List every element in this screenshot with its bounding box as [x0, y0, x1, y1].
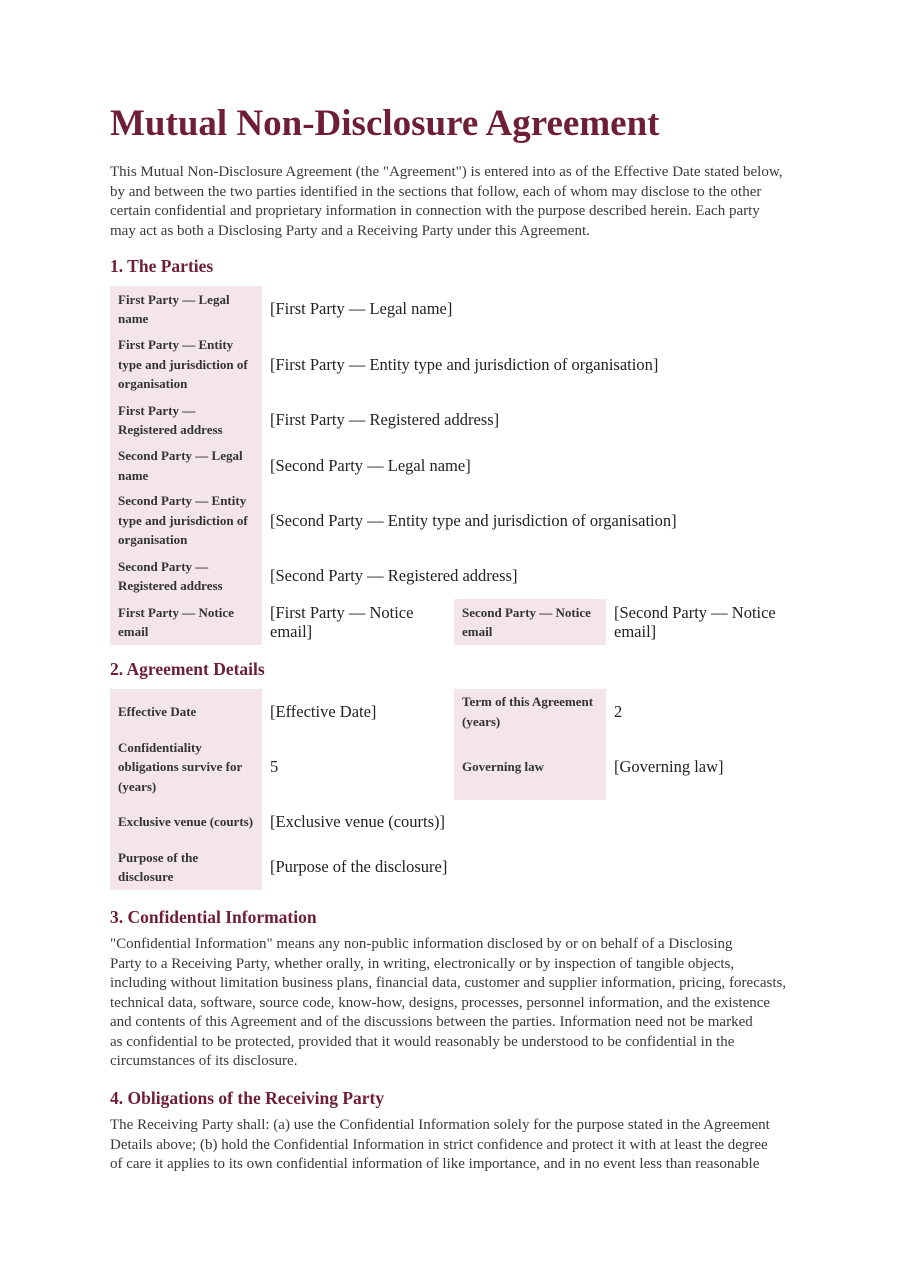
table-row: [110, 443, 802, 488]
first-party-address-field[interactable]: [First Party — Registered address]: [270, 410, 500, 430]
field-label: Second Party — Registered address: [110, 553, 262, 599]
field-label: Confidentiality obligations survive for (years): [110, 734, 262, 800]
obligations-paragraph: [110, 1116, 802, 1175]
field-label: First Party — Legal name: [110, 286, 262, 332]
governing-law-field[interactable]: [Governing law]: [614, 757, 724, 777]
table-row: [110, 397, 802, 443]
second-party-address-field[interactable]: [Second Party — Registered address]: [270, 566, 518, 586]
intro-paragraph: [110, 163, 802, 241]
table-row: [110, 844, 802, 890]
first-party-legal-name-field[interactable]: [First Party — Legal name]: [270, 299, 453, 319]
paragraph-line: The Receiving Party shall: (a) use the Confidential Information solely for the purpose stated in the Agreement: [110, 1117, 770, 1133]
paragraph-line: Details above; (b) hold the Confidential Information in strict confidence and protect it with at least the degree: [110, 1136, 768, 1153]
paragraph-line: Party to a Receiving Party, whether orally, in writing, electronically or by inspection of tangible objects,: [110, 955, 735, 972]
table-row: [110, 553, 802, 599]
exclusive-venue-field[interactable]: [Exclusive venue (courts)]: [270, 812, 446, 832]
first-party-notice-email-field[interactable]: [First Party — Notice email]: [270, 602, 414, 641]
field-label: Effective Date: [110, 689, 262, 734]
paragraph-line: circumstances of its disclosure.: [110, 1053, 298, 1069]
paragraph-line: as confidential to be protected, provided that it would reasonably be understood to be confidential in the: [110, 1033, 735, 1050]
table-row: [110, 800, 802, 844]
paragraph-line: "Confidential Information" means any non-public information disclosed by or on behalf of a Disclosing: [110, 936, 733, 952]
parties-table: [110, 286, 802, 645]
table-row: [110, 599, 802, 645]
table-row: [110, 488, 802, 553]
second-party-notice-email-field[interactable]: [Second Party — Notice email]: [614, 602, 776, 641]
document-title: Mutual Non-Disclosure Agreement: [110, 103, 660, 144]
field-label: Term of this Agreement (years): [454, 689, 606, 734]
term-years-field[interactable]: 2: [614, 701, 623, 721]
effective-date-field[interactable]: [Effective Date]: [270, 701, 377, 721]
field-label: First Party — Entity type and jurisdiction of organisation: [110, 332, 262, 397]
field-label: Second Party — Notice email: [454, 599, 606, 645]
second-party-legal-name-field[interactable]: [Second Party — Legal name]: [270, 455, 471, 475]
paragraph-line: technical data, software, source code, know-how, designs, processes, personnel information, and the existence: [110, 994, 771, 1011]
table-row: [110, 689, 802, 734]
field-label: Second Party — Legal name: [110, 443, 262, 488]
survival-years-field[interactable]: 5: [270, 757, 279, 777]
paragraph-line: including without limitation business plans, financial data, customer and supplier information, pricing, forecasts,: [110, 975, 787, 991]
section-heading-obligations: 4. Obligations of the Receiving Party: [110, 1088, 385, 1108]
field-label: First Party — Notice email: [110, 599, 262, 645]
intro-line: This Mutual Non-Disclosure Agreement (the "Agreement") is entered into as of the Effective Date stated below,: [110, 164, 783, 180]
intro-line: certain confidential and proprietary information in connection with the purpose described herein. Each party: [110, 203, 760, 219]
section-heading-confidential: 3. Confidential Information: [110, 907, 317, 927]
section-heading-parties: 1. The Parties: [110, 256, 214, 276]
field-label: Second Party — Entity type and jurisdiction of organisation: [110, 488, 262, 553]
field-label: Governing law: [454, 734, 606, 800]
table-row: [110, 332, 802, 397]
second-party-entity-field[interactable]: [Second Party — Entity type and jurisdiction of organisation]: [270, 510, 677, 530]
section-heading-details: 2. Agreement Details: [110, 659, 265, 679]
table-row: [110, 286, 802, 332]
field-label: Exclusive venue (courts): [110, 800, 262, 844]
details-table: [110, 689, 802, 890]
purpose-field[interactable]: [Purpose of the disclosure]: [270, 857, 448, 877]
paragraph-line: of care it applies to its own confidential information of like importance, and in no event less than reasonable: [110, 1156, 760, 1172]
intro-line: may act as both a Disclosing Party and a Receiving Party under this Agreement.: [110, 222, 590, 239]
paragraph-line: and contents of this Agreement and of the discussions between the parties. Information need not be marked: [110, 1014, 753, 1030]
first-party-entity-field[interactable]: [First Party — Entity type and jurisdiction of organisation]: [270, 354, 659, 374]
confidential-paragraph: [110, 935, 802, 1072]
field-label: First Party — Registered address: [110, 397, 262, 443]
intro-line: by and between the two parties identified in the sections that follow, each of whom may disclose to the other: [110, 183, 762, 200]
field-label: Purpose of the disclosure: [110, 844, 262, 890]
table-row: [110, 734, 802, 800]
